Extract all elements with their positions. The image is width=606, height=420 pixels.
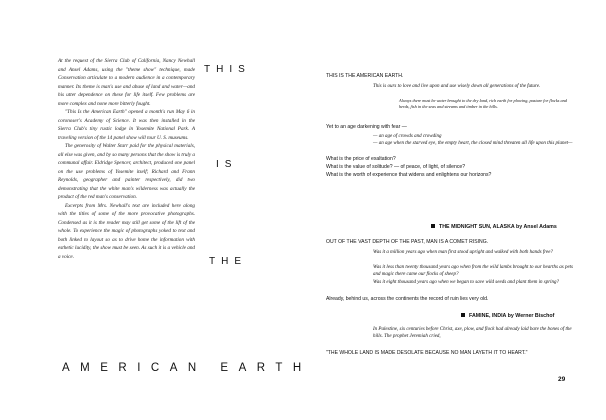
photo-credit-heading xyxy=(431,224,557,230)
text-line: Yet to an age darkening with fear — xyxy=(326,124,407,130)
photo-credit-text: THE MIDNIGHT SUN, ALASKA by Ansel Adams xyxy=(439,224,557,230)
square-bullet-icon xyxy=(461,313,465,317)
intro-text xyxy=(58,57,195,261)
intro-paragraph: "This Is the American Earth" opened a month's run May 6 in coronoser's Academy of Science. It was then installed in the Sierra Club's tiny rustic lodge in Yosemite National Park. A traveling version of the 14 panel show will tour U. S. museums. xyxy=(58,109,195,141)
verse: This is ours to love and live upon and use wisely down all generations of the future. xyxy=(373,84,541,89)
verse: — an age when the starved eye, the empty heart, the closed mind threaten all life upon this planet— xyxy=(373,141,573,146)
intro-paragraph: The generosity of Walter Starr paid for the physical materials, all else was given, and by so many persons that the show is truly a communal affair. Eldridge Spencer, architect, produced one panel on the use problems of Yosemite itself; Richard and Frann Reynolds, geographer and painter respectively, did two demonstrating that the white man's wilderness was actually the product of the red man's conservation. xyxy=(58,143,195,200)
page-number: 29 xyxy=(558,376,566,383)
verse: Was it eight thousand years ago when we began to save wild seeds and plant them in spring? xyxy=(373,280,560,285)
quote-line: "THE WHOLE LAND IS MADE DESOLATE BECAUSE NO MAN LAYETH IT TO HEART." xyxy=(326,350,528,356)
square-bullet-icon xyxy=(431,224,435,228)
verse: In Palestine, six centuries before Christ, axe, plow, and flock had already laid bare the bones of the hills. The prophet Jeremiah cried, xyxy=(373,327,572,339)
title-this: THIS xyxy=(204,64,251,75)
title-the: THE xyxy=(209,256,247,267)
title-american-earth: AMERICAN EARTH xyxy=(62,362,312,374)
verse: Was it a million years ago when man first stood upright and walked with both hands free? xyxy=(373,250,553,255)
intro-paragraph: Excerpts from Mrs. Newhall's text are included here along with the titles of some of the more provocative photographs. Condensed as it is the reader may still get some of the lift of the whole. To experience the magic of photographs yoked to text and both linked to layout so as to drive home the information with esthetic lucidity, the show must be seen. As such it is a vehicle and a voice. xyxy=(58,202,195,260)
title-is: IS xyxy=(216,159,238,170)
photo-credit-heading xyxy=(461,313,554,319)
small-verse: Always there must be water brought to the dry land, rich earth for plowing, pasture for flocks and herds, fish in the seas and streams and timber in the hills. xyxy=(399,98,567,109)
photo-credit-text: FAMINE, INDIA by Werner Bischof xyxy=(469,313,555,319)
verse: Was it less than twenty thousand years ago when from the wild lambs brought to our hearths as pets and magic there came our flocks of sheep? xyxy=(373,265,574,277)
text-line: Already, behind us, across the continents the record of ruin lies very old. xyxy=(326,296,489,302)
question: What is the price of exaltation? xyxy=(326,156,396,162)
question: What is the worth of experience that widens and enlightens our horizons? xyxy=(326,172,492,178)
verse: — an age of crowds and crowding xyxy=(373,134,442,139)
text-line: OUT OF THE VAST DEPTH OF THE PAST, MAN IS A COMET RISING. xyxy=(326,239,489,245)
text-line: THIS IS THE AMERICAN EARTH. xyxy=(326,73,404,79)
question: What is the value of solitude? — of peace, of light, of silence? xyxy=(326,164,466,170)
intro-paragraph: At the request of the Sierra Club of California, Nancy Newhall and Ansel Adams, using the "theme show" technique, made Conservation articulate to a modern audience in a contemporary manner. Its theme is man's use and abuse of land and water—and his utter dependence on these for life itself. Few problems are more complex and none more bitterly fought. xyxy=(58,58,195,107)
